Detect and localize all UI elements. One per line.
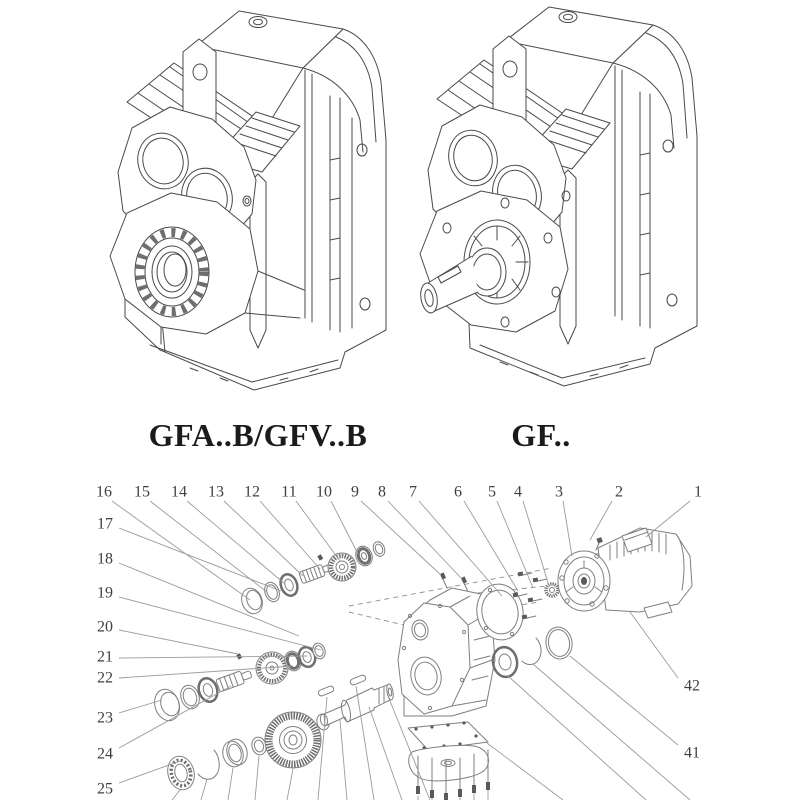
- leader-line-cutoff-4: [287, 769, 293, 800]
- callout-number-16: 16: [96, 483, 112, 501]
- leader-line-7: [419, 501, 502, 596]
- leader-line-19: [119, 597, 321, 650]
- leader-line-14: [187, 501, 285, 584]
- callout-number-25: 25: [97, 780, 113, 798]
- callout-number-7: 7: [409, 483, 417, 501]
- leader-line-16: [112, 501, 250, 600]
- callout-number-18: 18: [97, 550, 113, 568]
- gearbox-left-drawing: [110, 11, 386, 390]
- leader-line-8: [388, 501, 462, 579]
- model-label-right: GF..: [511, 417, 571, 453]
- leader-line-cutoff-1: [201, 779, 207, 800]
- snap-ring: [522, 638, 541, 665]
- leader-line-3: [563, 501, 572, 556]
- exploded-view: [151, 528, 692, 800]
- motor-unit: [558, 528, 692, 618]
- callout-number-20: 20: [97, 618, 113, 636]
- callout-number-17: 17: [97, 515, 113, 533]
- model-label-left: GFA..B/GFV..B: [148, 417, 368, 453]
- leader-line-2: [590, 501, 612, 540]
- callout-number-41: 41: [684, 744, 700, 762]
- leader-line-12: [260, 501, 320, 569]
- leader-line-41: [570, 656, 678, 745]
- leader-line-cutoff-7: [340, 720, 347, 800]
- leader-line-5: [497, 501, 533, 588]
- callout-number-22: 22: [97, 669, 113, 687]
- callout-number-10: 10: [316, 483, 332, 501]
- callout-number-24: 24: [97, 745, 113, 763]
- leader-line-11: [296, 501, 340, 561]
- leader-line-1: [646, 501, 690, 537]
- leader-line-cutoff-12: [533, 664, 690, 800]
- callout-number-6: 6: [454, 483, 462, 501]
- callout-number-1: 1: [694, 483, 702, 501]
- callout-number-2: 2: [615, 483, 623, 501]
- callout-number-11: 11: [281, 483, 297, 501]
- callout-number-13: 13: [208, 483, 224, 501]
- callout-number-23: 23: [97, 709, 113, 727]
- callout-number-42: 42: [684, 677, 700, 695]
- snap-ring: [198, 750, 219, 779]
- leader-line-cutoff-10: [487, 743, 563, 800]
- leader-line-cutoff-2: [228, 768, 233, 800]
- leader-line-20: [119, 630, 238, 654]
- leader-line-13: [224, 501, 303, 576]
- callout-number-15: 15: [134, 483, 150, 501]
- gearbox-right-drawing: [419, 7, 697, 386]
- intermediate-shaft-assembly: [151, 642, 328, 724]
- callout-number-9: 9: [351, 483, 359, 501]
- leader-line-cutoff-11: [508, 676, 646, 800]
- leader-line-cutoff-3: [255, 756, 259, 800]
- leader-line-42: [630, 612, 678, 678]
- callout-number-19: 19: [97, 584, 113, 602]
- leader-line-cutoff-0: [172, 790, 180, 800]
- callout-number-12: 12: [244, 483, 260, 501]
- leader-line-6: [464, 501, 518, 591]
- callout-number-21: 21: [97, 648, 113, 666]
- callout-number-3: 3: [555, 483, 563, 501]
- leader-line-cutoff-8: [369, 707, 402, 800]
- callout-layer: [96, 484, 702, 800]
- callout-number-4: 4: [514, 483, 522, 501]
- leader-line-10: [331, 501, 358, 554]
- callout-number-14: 14: [171, 483, 187, 501]
- callout-number-5: 5: [488, 483, 496, 501]
- callout-number-8: 8: [378, 483, 386, 501]
